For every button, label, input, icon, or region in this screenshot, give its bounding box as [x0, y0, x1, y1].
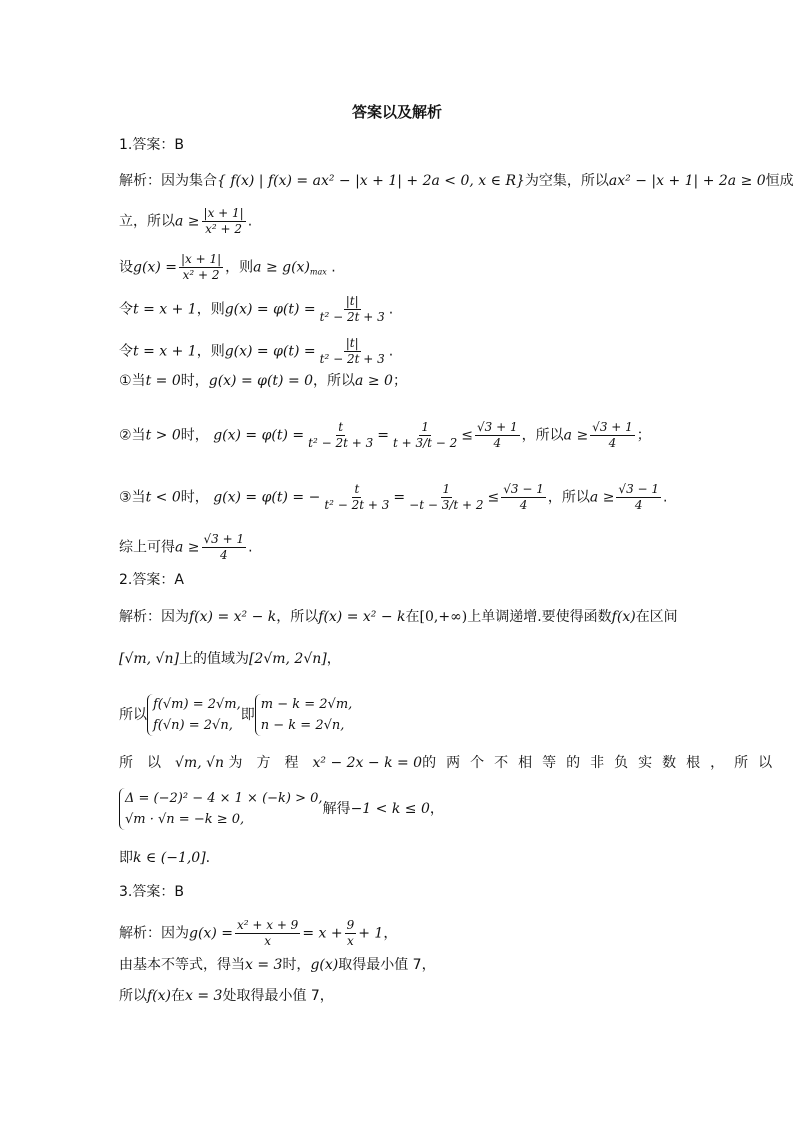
equation: f(√n) = 2√n, — [153, 718, 233, 733]
text: 在 — [171, 988, 186, 1004]
q1-case1 — [119, 372, 407, 390]
math-subscript: max — [309, 267, 327, 277]
fraction-numerator: t — [338, 420, 344, 434]
text: ，所以 — [313, 373, 356, 389]
math-expr: = x + — [302, 925, 343, 942]
fraction — [202, 532, 247, 563]
q2-analysis-line3 — [119, 694, 352, 736]
q1-analysis-line3: 设g(x) = $\frac{|x + 1|}{\text{x² + 2}}$ ，则$a \ge g(x)_{max}$ . — [119, 252, 336, 282]
fraction-numerator: |t| — [345, 336, 359, 350]
math-set: { f(x) | f(x) = ax² − |x + 1| + 2a < 0, x ∈ R} — [217, 173, 525, 189]
fraction-denominator: x — [264, 934, 272, 948]
text: 在 — [405, 609, 420, 625]
text: 上单调递增.要使得函数 — [467, 609, 612, 625]
fraction-numerator: √3 + 1 — [477, 420, 518, 434]
fraction-numerator: |x + 1| — [180, 252, 222, 266]
text: ②当 — [119, 427, 146, 444]
text: 解析：因为 — [119, 609, 189, 625]
fraction — [501, 482, 546, 513]
math-lhs: g(x) = φ(t) = — [213, 427, 305, 444]
math-expr: t < 0 — [145, 489, 181, 506]
q3-analysis-line3 — [119, 987, 334, 1005]
fraction-denominator: t + 3/t − 2 — [392, 436, 458, 450]
text: ①当 — [119, 373, 146, 389]
math-lhs: g(x) = φ(t) = — [224, 343, 316, 360]
q1-analysis-line5: 令t = x + 1，则g(x) = φ(t) = $\frac{|t|}{\text{t² − 2t + 3}}$ . — [119, 336, 394, 366]
page-title: 答案以及解析 — [351, 103, 442, 121]
text: 时， — [180, 373, 209, 389]
fraction-numerator: t — [354, 482, 360, 496]
text: 的两个不相等的非负实数根，所以 — [422, 755, 783, 771]
math-interval: [2√m, 2√n] — [248, 651, 327, 667]
text: 令 — [119, 301, 133, 318]
q2-analysis-line4 — [119, 754, 782, 772]
equation: Δ = (−2)² − 4 × 1 × (−k) > 0, — [125, 791, 323, 806]
q3-answer: 3.答案：B — [119, 884, 184, 900]
fraction — [306, 420, 375, 451]
text: ， — [383, 925, 398, 942]
fraction-denominator: 4 — [493, 436, 502, 450]
fraction-numerator: 1 — [421, 420, 429, 434]
text: 所以 — [119, 755, 175, 771]
q1-analysis-line1 — [119, 172, 794, 190]
text: 即 — [119, 850, 133, 866]
fraction-denominator: 4 — [519, 498, 528, 512]
fraction-numerator: √3 − 1 — [618, 482, 660, 496]
text: 上的值域为 — [178, 651, 249, 667]
math-interval: [0,+∞) — [419, 609, 468, 625]
text: ， — [429, 801, 444, 817]
fraction — [202, 206, 246, 237]
text: 时， — [180, 427, 209, 444]
fraction-denominator: t² − 2t + 3 — [319, 310, 385, 324]
q2-answer: 2.答案：A — [119, 572, 184, 588]
fraction — [391, 420, 459, 451]
fraction — [590, 420, 635, 451]
fraction-numerator: x² + x + 9 — [236, 918, 299, 932]
text: 所以 — [119, 707, 147, 723]
fraction-numerator: |x + 1| — [203, 206, 244, 220]
math-expr: t = 0 — [145, 373, 181, 389]
fraction — [407, 482, 485, 513]
text: 解析：因为 — [119, 925, 189, 942]
math-lhs: a ≥ — [175, 213, 200, 230]
math-expr: t > 0 — [145, 427, 181, 444]
fraction-denominator: 4 — [634, 498, 643, 512]
text: 为空集，所以 — [524, 173, 609, 189]
text: 时， — [282, 957, 311, 973]
fraction-numerator: √3 + 1 — [203, 532, 245, 546]
fraction — [318, 294, 387, 325]
equation-system — [119, 788, 323, 830]
equation-system — [255, 694, 353, 736]
math-expr: g(x) — [310, 957, 339, 973]
math-expr: −1 < k ≤ 0 — [350, 801, 430, 817]
fraction-denominator: 4 — [608, 436, 617, 450]
text: 令 — [119, 343, 133, 360]
q2-analysis-line5 — [119, 788, 444, 830]
fraction-denominator: x² + 2 — [205, 222, 243, 236]
text: ； — [392, 373, 407, 389]
q3-analysis-line2 — [119, 956, 436, 974]
q1-analysis-line4: 令t = x + 1，则g(x) = φ(t) = $\frac{|t|}{\text{t² − 2t + 3}}$ . — [119, 294, 394, 324]
text: 即 — [240, 707, 255, 723]
text: 设 — [119, 259, 133, 276]
q1-case2: ②当t > 0时， g(x) = φ(t) = $\frac{t}{\text{t² − 2t + 3}}$ = $\frac{1}{t + 3/t - 2}$ ≤ $\frac{√3 + 1}{4}$ ，所以a ≥ $\frac{√3 + 1}{4}$ ； — [119, 420, 651, 450]
text: 在区间 — [635, 609, 678, 625]
fraction — [345, 918, 357, 949]
text: 解析：因为集合 — [119, 173, 217, 189]
text: 处取得最小值 7， — [222, 988, 334, 1004]
text: ，则 — [196, 343, 225, 360]
q1-case3: ③当t < 0时， g(x) = φ(t) = − $\frac{t}{\text{t² − 2t + 3}}$ = $\frac{1}{-t - 3/t + 2}$ ≤ $\frac{√3 - 1}{4}$ ，所以a ≥ $\frac{√3 - 1}{4}$ . — [119, 482, 668, 512]
fraction-denominator: x — [347, 934, 354, 948]
math-equation: x² − 2x − k = 0 — [312, 755, 423, 771]
fraction — [616, 482, 661, 513]
math-lhs: g(x) = φ(t) = — [224, 301, 316, 318]
text: ，则 — [196, 301, 225, 318]
math-expr: t = x + 1 — [133, 343, 197, 360]
text: 综上可得 — [119, 539, 175, 556]
fraction-numerator: √3 − 1 — [503, 482, 544, 496]
text: ③当 — [119, 489, 146, 506]
text: 恒成 — [765, 173, 794, 189]
fraction — [179, 252, 223, 283]
equation-system — [147, 694, 241, 736]
text: ，所以 — [521, 427, 564, 444]
fraction-numerator: √3 + 1 — [592, 420, 633, 434]
math-lhs: g(x) = — [189, 925, 233, 942]
equation: m − k = 2√m, — [260, 697, 353, 712]
fraction — [475, 420, 520, 451]
text: . — [205, 850, 211, 866]
text: ， — [326, 651, 341, 667]
math-expr: t = x + 1 — [133, 301, 197, 318]
math-expr: f(x) = x² − k — [189, 609, 277, 625]
math-expr: √m, √n — [175, 755, 225, 771]
math-expr: k ∈ (−1,0] — [133, 850, 206, 866]
text: 为方程 — [228, 755, 313, 771]
fraction — [322, 482, 391, 513]
text: 所以 — [119, 988, 147, 1004]
math-expr: g(x) = φ(t) = 0 — [208, 373, 314, 389]
text: ，所以 — [547, 489, 590, 506]
fraction-denominator: t² − 2t + 3 — [308, 436, 374, 450]
math-expr: f(x) — [611, 609, 636, 625]
text: 由基本不等式，得当 — [119, 957, 245, 973]
fraction — [318, 336, 387, 367]
text: ，则 — [225, 259, 254, 276]
math-lhs: g(x) = — [133, 259, 177, 276]
text: 时， — [180, 489, 209, 506]
text: 解得 — [322, 801, 351, 817]
fraction-denominator: t² − 2t + 3 — [319, 352, 385, 366]
equation: f(√m) = 2√m, — [153, 697, 241, 712]
fraction — [235, 918, 300, 949]
math-expr: f(x) = x² − k — [318, 609, 406, 625]
text: 取得最小值 7， — [338, 957, 436, 973]
q1-answer: 1.答案：B — [119, 137, 184, 153]
equation: √m · √n = −k ≥ 0, — [125, 812, 245, 827]
text: ，所以 — [276, 609, 319, 625]
fraction-denominator: t² − 2t + 3 — [324, 498, 390, 512]
fraction-denominator: 4 — [220, 548, 228, 562]
fraction-numerator: |t| — [345, 294, 359, 308]
q2-analysis-line2 — [119, 650, 341, 668]
q1-summary: 综上可得a ≥ $\frac{√3 + 1}{4}$ . — [119, 532, 253, 562]
q3-analysis-line1 — [119, 918, 397, 949]
math-expr: x = 3 — [185, 988, 223, 1004]
q2-analysis-line1 — [119, 608, 678, 626]
fraction-denominator: −t − 3/t + 2 — [409, 498, 484, 512]
fraction-denominator: x² + 2 — [182, 268, 220, 282]
math-expr: a ≥ g(x) — [253, 259, 310, 276]
math-lhs: g(x) = φ(t) = − — [213, 489, 321, 506]
math-expr: x = 3 — [245, 957, 283, 973]
math-expr: a ≥ 0 — [355, 373, 393, 389]
math-interval: [√m, √n] — [119, 651, 179, 667]
q1-analysis-line2: 立，所以a ≥ $\frac{|x + 1|}{\text{x² + 2}}$ . — [119, 206, 253, 236]
fraction-numerator: 9 — [346, 918, 355, 932]
equation: n − k = 2√n, — [260, 718, 345, 733]
math-inequality: ax² − |x + 1| + 2a ≥ 0 — [608, 173, 766, 189]
math-expr: f(x) — [147, 988, 172, 1004]
math-expr: + 1 — [358, 925, 384, 942]
text: 立，所以 — [119, 213, 175, 230]
q2-conclusion — [119, 849, 210, 867]
fraction-numerator: 1 — [442, 482, 451, 496]
